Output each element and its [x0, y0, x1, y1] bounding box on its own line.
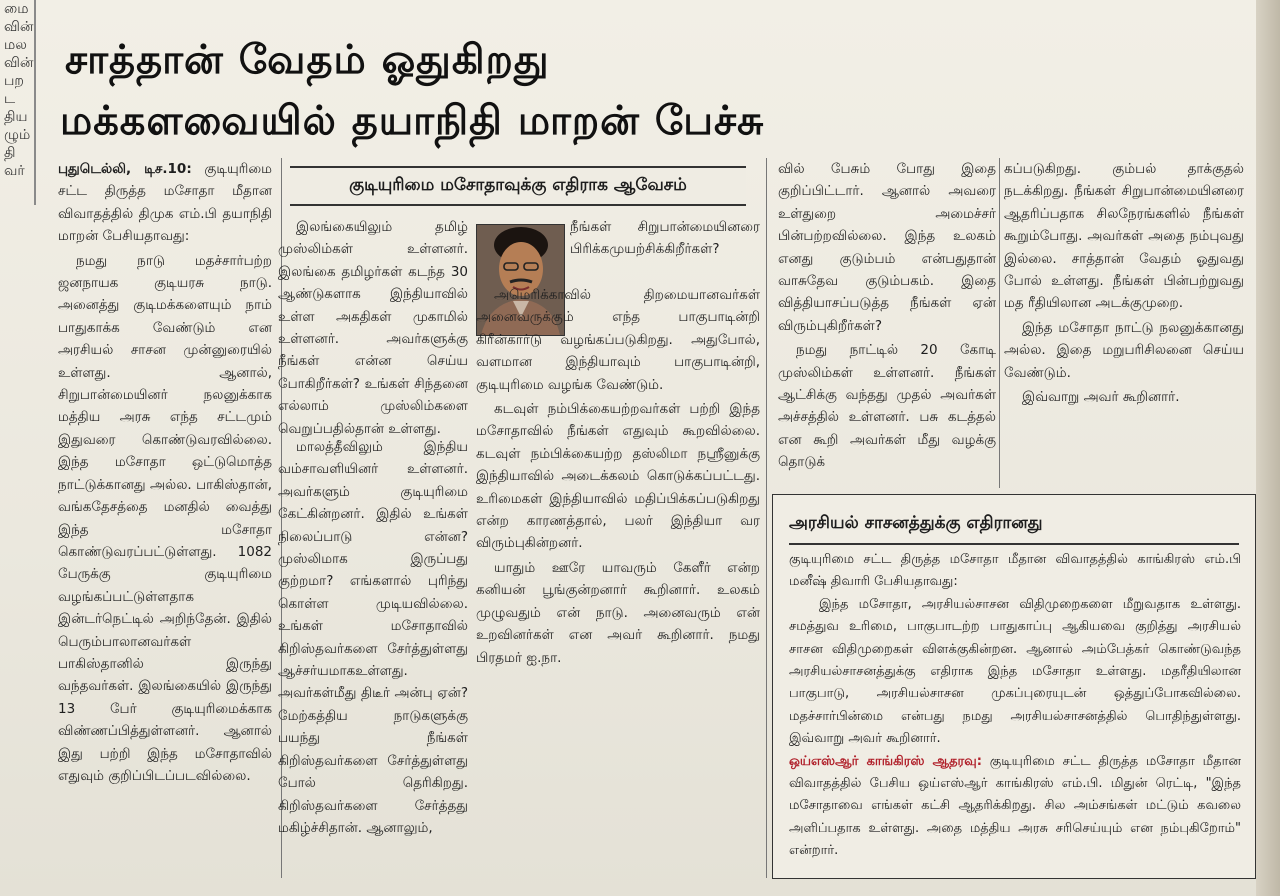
lead-text: குடியுரிமை சட்ட திருத்த மசோதா மீதான விவாதத்தில் திமுக எம்.பி தயாநிதி மாறன் பேசியதாவது: — [58, 161, 272, 245]
paragraph: வில் பேசும் போது இதை குறிப்பிட்டார். ஆனால் அவரை உள்துறை அமைச்சர் பின்பற்றவில்லை. இந்த உலகம் எனது குடும்பம் என்பதுதான் வாசுதேவ குடும்பகம். இதை வித்தியாசப்படுத்த நீங்கள் ஏன் விரும்புகிறீர்கள்? — [778, 161, 996, 334]
lead-paragraph — [58, 158, 272, 248]
paragraph: கப்படுகிறது. கும்பல் தாக்குதல் நடக்கிறது. நீங்கள் சிறுபான்மையினரை ஆதரிப்பதாக சிலநேரங்களில் நீங்கள் கூறும்போது. அவர்கள் அதை நம்புவது இல்லை. சாத்தான் வேதம் ஓதுவது போல் உள்ளது. நீங்கள் பின்பற்றுவது மத ரீதியிலான அடக்குமுறை. — [1004, 161, 1244, 312]
fragment-line: மல — [4, 37, 27, 53]
sidebar-ysr-paragraph — [789, 751, 1241, 863]
fragment-line: வர் — [4, 163, 25, 179]
headline-line-2: மக்களவையில் தயாநிதி மாறன் பேச்சு — [60, 98, 765, 144]
sidebar-intro: குடியுரிமை சட்ட திருத்த மசோதா மீதான விவாதத்தில் காங்கிரஸ் எம்.பி மனீஷ் திவாரி பேசியதாவது: — [789, 552, 1241, 590]
headline — [60, 30, 1210, 152]
subheadline: குடியுரிமை மசோதாவுக்கு எதிராக ஆவேசம் — [290, 166, 746, 206]
fragment-line: மை — [4, 1, 29, 17]
article-column-5 — [1004, 158, 1244, 410]
paragraph: இந்த மசோதா நாட்டு நலனுக்கானது அல்ல. இதை மறுபரிசிலனை செய்ய வேண்டும். — [1004, 319, 1244, 381]
fragment-line: திய — [4, 109, 28, 125]
fragment-line: வின் — [4, 55, 34, 71]
article-column-3 — [476, 284, 760, 671]
article-column-2b — [278, 436, 468, 841]
article-column-3-top — [570, 216, 760, 263]
fragment-line: ட — [4, 91, 16, 107]
fragment-line: வின் — [4, 19, 34, 35]
sign-off: இவ்வாறு அவர் கூறினார். — [1022, 389, 1180, 406]
sidebar-story-body — [789, 549, 1241, 863]
article-column-2 — [278, 216, 468, 442]
ysr-label: ஒய்எஸ்ஆர் காங்கிரஸ் ஆதரவு: — [789, 753, 982, 769]
fragment-line: பற — [4, 73, 24, 89]
sidebar-paragraph: இந்த மசோதா, அரசியல்சாசன விதிமுறைகளை மீறுவதாக உள்ளது. சமத்துவ உரிமை, பாகுபாடற்ற பாதுகாப்பு ஆகியவை குறித்து அரசியல் சாசன விதிமுறைகள் விளக்குகின்றன. ஆனால் அம்பேத்கர் கொண்டுவந்த அரசியல்சாசனத்துக்கு எதிராக இந்த மசோதா உள்ளது. மதரீதியிலான பாகுபாடு, அரசியல்சாசன முகப்புரையுடன் ஒத்துப்போகவில்லை. மதச்சார்பின்மை என்பது நமது அரசியல்சாசனத்தில் பொதிந்துள்ளது. இவ்வாறு அவர் கூறினார். — [789, 596, 1241, 747]
paragraph: இலங்கையிலும் தமிழ் முஸ்லிம்கள் உள்ளனர். இலங்கை தமிழர்கள் கடந்த 30 ஆண்டுகளாக இந்தியாவில் உள்ள அகதிகள் முகாமில் உள்ளனர். அவர்களுக்கு நீங்கள் என்ன செய்ய போகிறீர்கள்? உங்கள் சிந்தனை எல்லாம் முஸ்லிம்களை வெறுப்பதில்தான் உள்ளது. — [278, 219, 468, 437]
article-column-4 — [778, 158, 996, 476]
paragraph: மாலத்தீவிலும் இந்திய வம்சாவளியினர் உள்ளனர். அவர்களும் குடியுரிமை கேட்கின்றனர். இதில் உங்கள் நிலைப்பாடு என்ன? முஸ்லிமாக இருப்பது குற்றமா? எங்களால் புரிந்து கொள்ள முடியவில்லை. உங்கள் மசோதாவில் கிறிஸ்தவர்களை சேர்த்துள்ளது ஆச்சர்யமாகஉள்ளது. அவர்கள்மீது திடீர் அன்பு ஏன்? மேற்கத்திய நாடுகளுக்கு பயந்து நீங்கள் கிறிஸ்தவர்களை சேர்த்துள்ளது போல் தெரிகிறது. கிறிஸ்தவர்களை சேர்த்தது மகிழ்ச்சிதான். ஆனாலும், — [278, 439, 468, 836]
page-edge-shadow — [1256, 0, 1280, 896]
paragraph: நமது நாடு மதச்சார்பற்ற ஜனநாயக குடியரசு நாடு. அனைத்து குடிமக்களையும் நாம் பாதுகாக்க வேண்டும் என அரசியல் சாசன முன்னுரையில் உள்ளது. ஆனால், சிறுபான்மையினர் நலனுக்காக மத்திய அரசு எந்த சட்டமும் இதுவரை கொண்டுவரவில்லை. இந்த மசோதா ஒட்டுமொத்த நாட்டுக்கானது அல்ல. பாகிஸ்தான், வங்கதேசத்தை மனதில் வைத்து இந்த மசோதா கொண்டுவரப்பட்டுள்ளது. 1082 பேருக்கு குடியுரிமை வழங்கப்பட்டுள்ளதாக இன்டர்நெட்டில் அறிந்தேன். இதில் பெரும்பாலானவர்கள் பாகிஸ்தானில் இருந்து வந்தவர்கள். இலங்கையில் இருந்து 13 பேர் குடியுரிமைக்காக விண்ணப்பித்துள்ளனர். ஆனால் இது பற்றி இந்த மசோதாவில் எதுவும் குறிப்பிடப்படவில்லை. — [58, 252, 272, 784]
paragraph: அமெரிக்காவில் திறமையானவர்கள் அனைவருக்கும் எந்த பாகுபாடின்றி கிரீன்கார்டு வழங்கப்படுகிறது. அதுபோல், வளமான இந்தியாவும் பாகுபாடின்றி, குடியுரிமை வழங்க வேண்டும். — [476, 287, 760, 393]
article-column-1 — [58, 158, 272, 789]
fragment-line: ழும் — [4, 127, 31, 143]
ysr-text: குடியுரிமை சட்ட திருத்த மசோதா மீதான விவாதத்தில் பேசிய ஒய்எஸ்ஆர் காங்கிரஸ் எம்.பி. மிதுன் ரெட்டி, "இந்த மசோதாவை எங்கள் கட்சி ஆதரிக்கிறது. சில அம்சங்கள் மட்டும் கவலை அளிப்பதாக உள்ளது. அதை மத்திய அரசு சரிசெய்யும் என நம்புகிறோம்" என்றார். — [789, 753, 1242, 859]
column-rule — [766, 158, 767, 878]
paragraph: நீங்கள் சிறுபான்மையினரை பிரிக்கமுயற்சிக்கிறீர்கள்? — [570, 219, 760, 258]
fragment-line: தி — [4, 145, 16, 161]
paragraph: யாதும் ஊரே யாவரும் கேளீர் என்ற கனியன் பூங்குன்றனார் கூறினார். உலகம் முழுவதும் என் நாடு. அனைவரும் என் உறவினர்கள் என அவர் கூறினார். நமது பிரதமர் ஐ.நா. — [476, 559, 760, 666]
column-rule — [999, 158, 1000, 488]
sidebar-story-box — [772, 494, 1256, 879]
dateline: புதுடெல்லி, டிச.10: — [58, 161, 192, 177]
paragraph: நமது நாட்டில் 20 கோடி முஸ்லிம்கள் உள்ளனர். நீங்கள் ஆட்சிக்கு வந்தது முதல் அவர்கள் அச்சத்தில் உள்ளனர். பசு கடத்தல் என கூறி அவர்கள் மீது வழக்கு தொடுக் — [778, 342, 996, 471]
headline-line-1: சாத்தான் வேதம் ஓதுகிறது — [65, 37, 550, 83]
paragraph: கடவுள் நம்பிக்கையற்றவர்கள் பற்றி இந்த மசோதாவில் நீங்கள் எதுவும் கூறவில்லை. கடவுள் நம்பிக்கையற்ற தஸ்லிமா நஸ்ரீனுக்கு இந்தியாவில் அடைக்கலம் கொடுக்கப்பட்டது. உரிமைகள் இந்தியாவில் மதிப்பிக்கப்படுகிறது என்ற காரணத்தால், பலர் இந்தியா வர விரும்புகின்றனர். — [476, 401, 760, 552]
sidebar-story-title: அரசியல் சாசனத்துக்கு எதிரானது — [789, 505, 1239, 545]
previous-article-fragment — [0, 0, 36, 205]
